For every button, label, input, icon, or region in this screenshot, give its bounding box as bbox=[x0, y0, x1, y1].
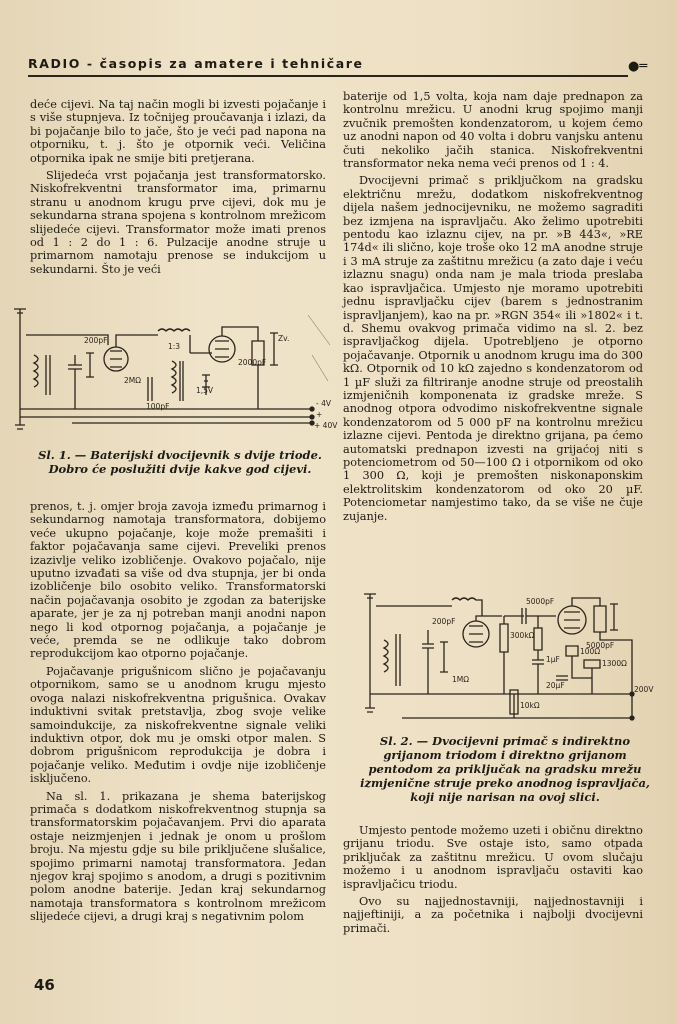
left-column-top bbox=[30, 98, 326, 280]
fig1-label-c2: 100pF bbox=[146, 402, 170, 411]
left-paragraph-5: Na sl. 1. prikazana je shema baterijskog primača s dodatkom niskofrekventnog stupnja sa transformatorskim pojačavanjem. Prvi dio aparata ostaje neizmjenjen i jednak je onom u prošlom broju. Na mjestu gdje su bile priključene slušalice, spojimo primarni namotaj transformatora. Jedan njegov kraj spojimo s anodom, a drugi s pozitivnim polom anodne baterije. Jedan kraj sekundarnog namotaja transformatora s kontrolnom mrežicom slijedeće cijevi, a drugi kraj s negativnim polom bbox=[30, 789, 326, 924]
figure-2-schematic bbox=[362, 590, 662, 730]
fig2-label-r1: 1MΩ bbox=[452, 675, 469, 684]
page-number: 46 bbox=[34, 976, 55, 994]
fig2-label-c1: 200pF bbox=[432, 617, 456, 626]
fig1-label-bias: 1,5V bbox=[196, 386, 214, 395]
circuit-diagram-1 bbox=[12, 305, 338, 445]
fig2-label-c4: 5000pF bbox=[586, 641, 615, 650]
fig2-label-r2: 300kΩ bbox=[510, 631, 535, 640]
fig1-label-c1: 200pF bbox=[84, 336, 108, 345]
fig2-label-r3: 10kΩ bbox=[520, 701, 540, 710]
running-header bbox=[28, 56, 648, 76]
fig1-label-c3: 2000pF bbox=[238, 358, 267, 367]
right-paragraph-3: Umjesto pentode možemo uzeti i običnu direktno grijanu triodu. Sve ostaje isto, samo otpada priključak za zaštitnu mrežicu. U ovom slučaju možemo i u anodnom ispravljaču ostaviti kao ispravljačicu triodu. bbox=[343, 824, 643, 891]
circuit-diagram-2 bbox=[362, 590, 662, 730]
figure-1-caption: Sl. 1. — Baterijski dvocijevnik s dvije triode. Dobro će poslužiti dvije kakve god cijevi. bbox=[38, 448, 322, 476]
left-paragraph-3: prenos, t. j. omjer broja zavoja između primarnog i sekundarnog namotaja transformatora, dobijemo veće ukupno pojačanje, koje može premašiti i faktor pojačavanja same cijevi. Preveliki prenos izazivlje veliko izobličenje. Ovakovo pojačalo, nije uputno izvađati sa više od dva stupnja, jer bi onda izobličenje bilo osobito veliko. Transformatorski način pojačavanja osobito je zgodan za baterijske aparate, jer je za nj potreban manji anodni napon nego li kod otpornog pojačanja, a pojačanje je veće, premda se ne odlikuje tako dobrom reprodukcijom kao otporno pojačanje. bbox=[30, 500, 326, 661]
header-rule bbox=[28, 75, 628, 77]
figure-1-schematic bbox=[12, 305, 338, 445]
fig1-label-tr: 1:3 bbox=[168, 342, 181, 351]
fig2-label-r5: 1300Ω bbox=[602, 659, 627, 668]
left-paragraph-2: Slijedeća vrst pojačanja jest transformatorsko. Niskofrekventni transformator ima, primarnu stranu u anodnom krugu prve cijevi, dok mu je sekundarna strana spojena s kontrolnom mrežicom slijedeće cijevi. Transformator može imati prenos od 1 : 2 do 1 : 6. Pulzacije anodne struje u primarnom namotaju prenose se indukcijom u sekundarni. Što je veći bbox=[30, 169, 326, 276]
fig1-label-vpos1: + bbox=[316, 410, 323, 419]
fig1-label-r1: 2MΩ bbox=[124, 376, 141, 385]
header-ornament-icon: ●═ bbox=[628, 59, 648, 74]
header-title: RADIO - časopis za amatere i tehničare bbox=[28, 56, 364, 71]
figure-2-caption: Sl. 2. — Dvocijevni primač s indirektno grijanom triodom i direktno grijanom pentodom za priključak na gradsku mrežu izmjenične struje preko anodnog ispravljača, koji nije narisan na ovoj slici. bbox=[360, 734, 650, 804]
right-column-bottom bbox=[343, 824, 643, 939]
fig1-label-vpos2: + 40V bbox=[314, 421, 338, 430]
fig1-label-spk: Zv. bbox=[278, 334, 290, 343]
right-paragraph-1: baterije od 1,5 volta, koja nam daje prednapon za kontrolnu mrežicu. U anodni krug spojimo manji zvučnik premošten kondenzatorom, u kojem ćemo uz anodni napon od 40 volta i dobru vanjsku antenu čuti nekoliko jačih stanica. Niskofrekventni transformator neka nema veći prenos od 1 : 4. bbox=[343, 90, 643, 171]
right-paragraph-2: Dvocijevni primač s priključkom na gradsku električnu mrežu, dodatkom niskofrekventnog dijela našem jednocijevniku, ne možemo sagraditi bez izmjena na ispravljaču. Ako želimo upotrebiti pentodu kao izlaznu cijev, na pr. »B 443«, »RE 174d« ili slično, koje troše oko 12 mA anodne struje i 3 mA struje za zaštitnu mrežicu (a zato daje i veću izlaznu snagu) onda nam je mala trioda preslaba kao ispravljačica. Umjesto nje moramo upotrebiti jednu ispravljačku cijev (barem s jednostranim ispravljanjem), kao na pr. »RGN 354« ili »1802« i t. d. Shemu ovakvog primača vidimo na sl. 2. bez ispravljačkog dijela. Upotrebljeno je otporno pojačavanje. Otpornik u anodnom krugu ima do 300 kΩ. Otpornik od 10 kΩ zajedno s kondenzatorom od 1 µF služi za filtriranje anodne struje od preostalih izmjeničnih komponenata iz gradske mreže. S anodnog otpora odvodimo niskofrekventne signale kondenzatorom od 5 000 pF na kontrolnu mrežicu izlazne cijevi. Pentoda je direktno grijana, pa ćemo automatski prednapon izvesti na grijaćoj niti s potenciometrom od 50—100 Ω i otpornikom od oko 1 300 Ω, koji je premošten niskonaponskim elektrolitskim kondenzatorom od oko 20 µF. Potenciometar namjestimo tako, da se više ne čuje zujanje. bbox=[343, 174, 643, 523]
left-paragraph-1: deće cijevi. Na taj način mogli bi izvesti pojačanje i s više stupnjeva. Iz točnijeg proučavanja i izlazi, da bi pojačanje bilo to jače, što je veći pad napona na otporniku, t. j. što je otpornik veći. Veličina otpornika ipak ne smije biti pretjerana. bbox=[30, 98, 326, 165]
right-column-top bbox=[343, 90, 643, 527]
fig2-label-c3: 1µF bbox=[546, 655, 560, 664]
fig2-label-v: 200V bbox=[634, 685, 654, 694]
fig1-label-vneg: - 4V bbox=[316, 399, 331, 408]
right-paragraph-4: Ovo su najjednostavniji, najjednostavniji i najjeftiniji, a za početnika i najbolji dvocijevni primači. bbox=[343, 895, 643, 935]
fig2-label-c2: 5000pF bbox=[526, 597, 555, 606]
fig2-label-c5: 20µF bbox=[546, 681, 565, 690]
left-column-bottom bbox=[30, 500, 326, 928]
left-paragraph-4: Pojačavanje prigušnicom slično je pojačavanju otpornikom, samo se u anodnom krugu mjesto ovoga nalazi niskofrekventna prigušnica. Ovakav induktivni svitak pretstavlja, zbog svoje velike samoindukcije, za niskofrekventne signale veliki induktivn otpor, dok mu je omski otpor malen. S dobrom prigušnicom reprodukcija je dobra i pojačanje veliko. Međutim i ovdje nije izobličenje isključeno. bbox=[30, 664, 326, 786]
fig2-label-r4: 100Ω bbox=[580, 647, 601, 656]
